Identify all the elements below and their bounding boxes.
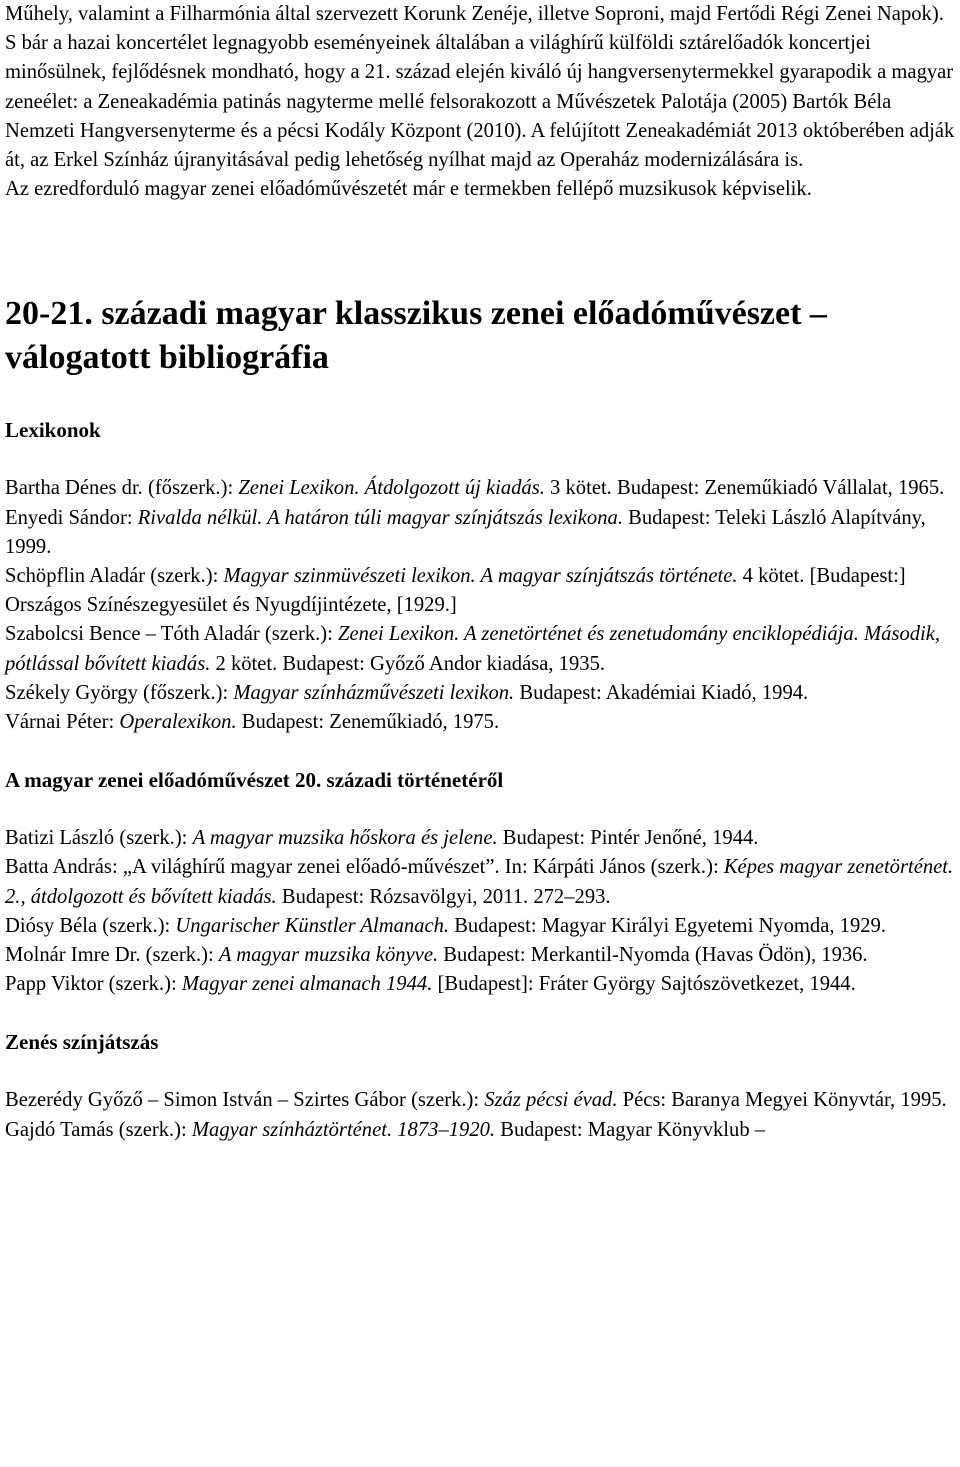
bibliography-entry: Batizi László (szerk.): A magyar muzsika hőskora és jelene. Budapest: Pintér Jenőné, 1944. (5, 827, 759, 850)
bibliography-entry: Székely György (főszerk.): Magyar színházművészeti lexikon. Budapest: Akadémiai Kiadó, 1994. (5, 681, 809, 704)
bibliography-entry: Molnár Imre Dr. (szerk.): A magyar muzsika könyve. Budapest: Merkantil-Nyomda (Havas Ödön), 1936. (5, 944, 868, 967)
section-heading-zenes-szinjatszas: Zenés színjátszás (5, 1030, 159, 1055)
bibliography-entry: Enyedi Sándor: Rivalda nélkül. A határon túli magyar színjátszás lexikona. Budapest: Teleki László Alapítvány, 1999. (5, 506, 926, 558)
bibliography-list (5, 824, 955, 999)
bibliography-entry: Diósy Béla (szerk.): Ungarischer Künstler Almanach. Budapest: Magyar Királyi Egyetemi Nyomda, 1929. (5, 914, 887, 937)
bibliography-entry: Schöpflin Aladár (szerk.): Magyar szinmüvészeti lexikon. A magyar színjátszás története. 4 kötet. [Budapest:] Országos Színészegyesület és Nyugdíjintézete, [1929.] (5, 565, 906, 617)
intro-paragraph: Az ezredforduló magyar zenei előadóművészetét már e termekben fellépő muzsikusok képviselik. (5, 178, 812, 201)
intro-paragraph: S bár a hazai koncertélet legnagyobb eseményeinek általában a világhírű külföldi sztárelőadók koncertjei minősülnek, fejlődésnek mondható, hogy a 21. század elején kiváló új hangversenytermekkel gyarapodik a magyar zeneélet: a Zeneakadémia patinás nagyterme mellé felsorakozott a Művészetek Palotája (2005) Bartók Béla Nemzeti Hangversenyterme és a pécsi Kodály Központ (2010). A felújított Zeneakadémiát 2013 októberében adják át, az Erkel Színház újranyitásával pedig lehetőség nyílhat majd az Operaház modernizálására is. (5, 32, 955, 172)
section-heading-lexikonok: Lexikonok (5, 418, 101, 443)
bibliography-entry: Várnai Péter: Operalexikon. Budapest: Zeneműkiadó, 1975. (5, 711, 500, 734)
section-heading-tortenet: A magyar zenei előadóművészet 20. századi történetéről (5, 768, 504, 793)
bibliography-entry: Bezerédy Győző – Simon István – Szirtes Gábor (szerk.): Száz pécsi évad. Pécs: Baranya Megyei Könyvtár, 1995. (5, 1089, 947, 1112)
bibliography-entry: Batta András: „A világhírű magyar zenei előadó-művészet”. In: Kárpáti János (szerk.): Képes magyar zenetörténet. 2., átdolgozott és bővített kiadás. Budapest: Rózsavölgyi, 2011. 272–293. (5, 856, 954, 908)
bibliography-entry: Bartha Dénes dr. (főszerk.): Zenei Lexikon. Átdolgozott új kiadás. 3 kötet. Budapest: Zeneműkiadó Vállalat, 1965. (5, 477, 945, 500)
bibliography-title: 20-21. századi magyar klasszikus zenei előadóművészet – válogatott bibliográfia (5, 295, 827, 377)
bibliography-entry: Gajdó Tamás (szerk.): Magyar színháztörténet. 1873–1920. Budapest: Magyar Könyvklub – (5, 1118, 766, 1141)
bibliography-list (5, 1086, 955, 1144)
bibliography-entry: Szabolcsi Bence – Tóth Aladár (szerk.): Zenei Lexikon. A zenetörténet és zenetudomány enciklopédiája. Második, pótlással bővített kiadás. 2 kötet. Budapest: Győző Andor kiadása, 1935. (5, 623, 941, 675)
intro-paragraph: Műhely, valamint a Filharmónia által szervezett Korunk Zenéje, illetve Soproni, majd Fertődi Régi Zenei Napok). (5, 3, 944, 25)
bibliography-list (5, 474, 955, 737)
document-page (5, 0, 955, 1145)
bibliography-entry: Papp Viktor (szerk.): Magyar zenei almanach 1944. [Budapest]: Fráter György Sajtószövetkezet, 1944. (5, 973, 856, 996)
intro-text (5, 0, 955, 204)
